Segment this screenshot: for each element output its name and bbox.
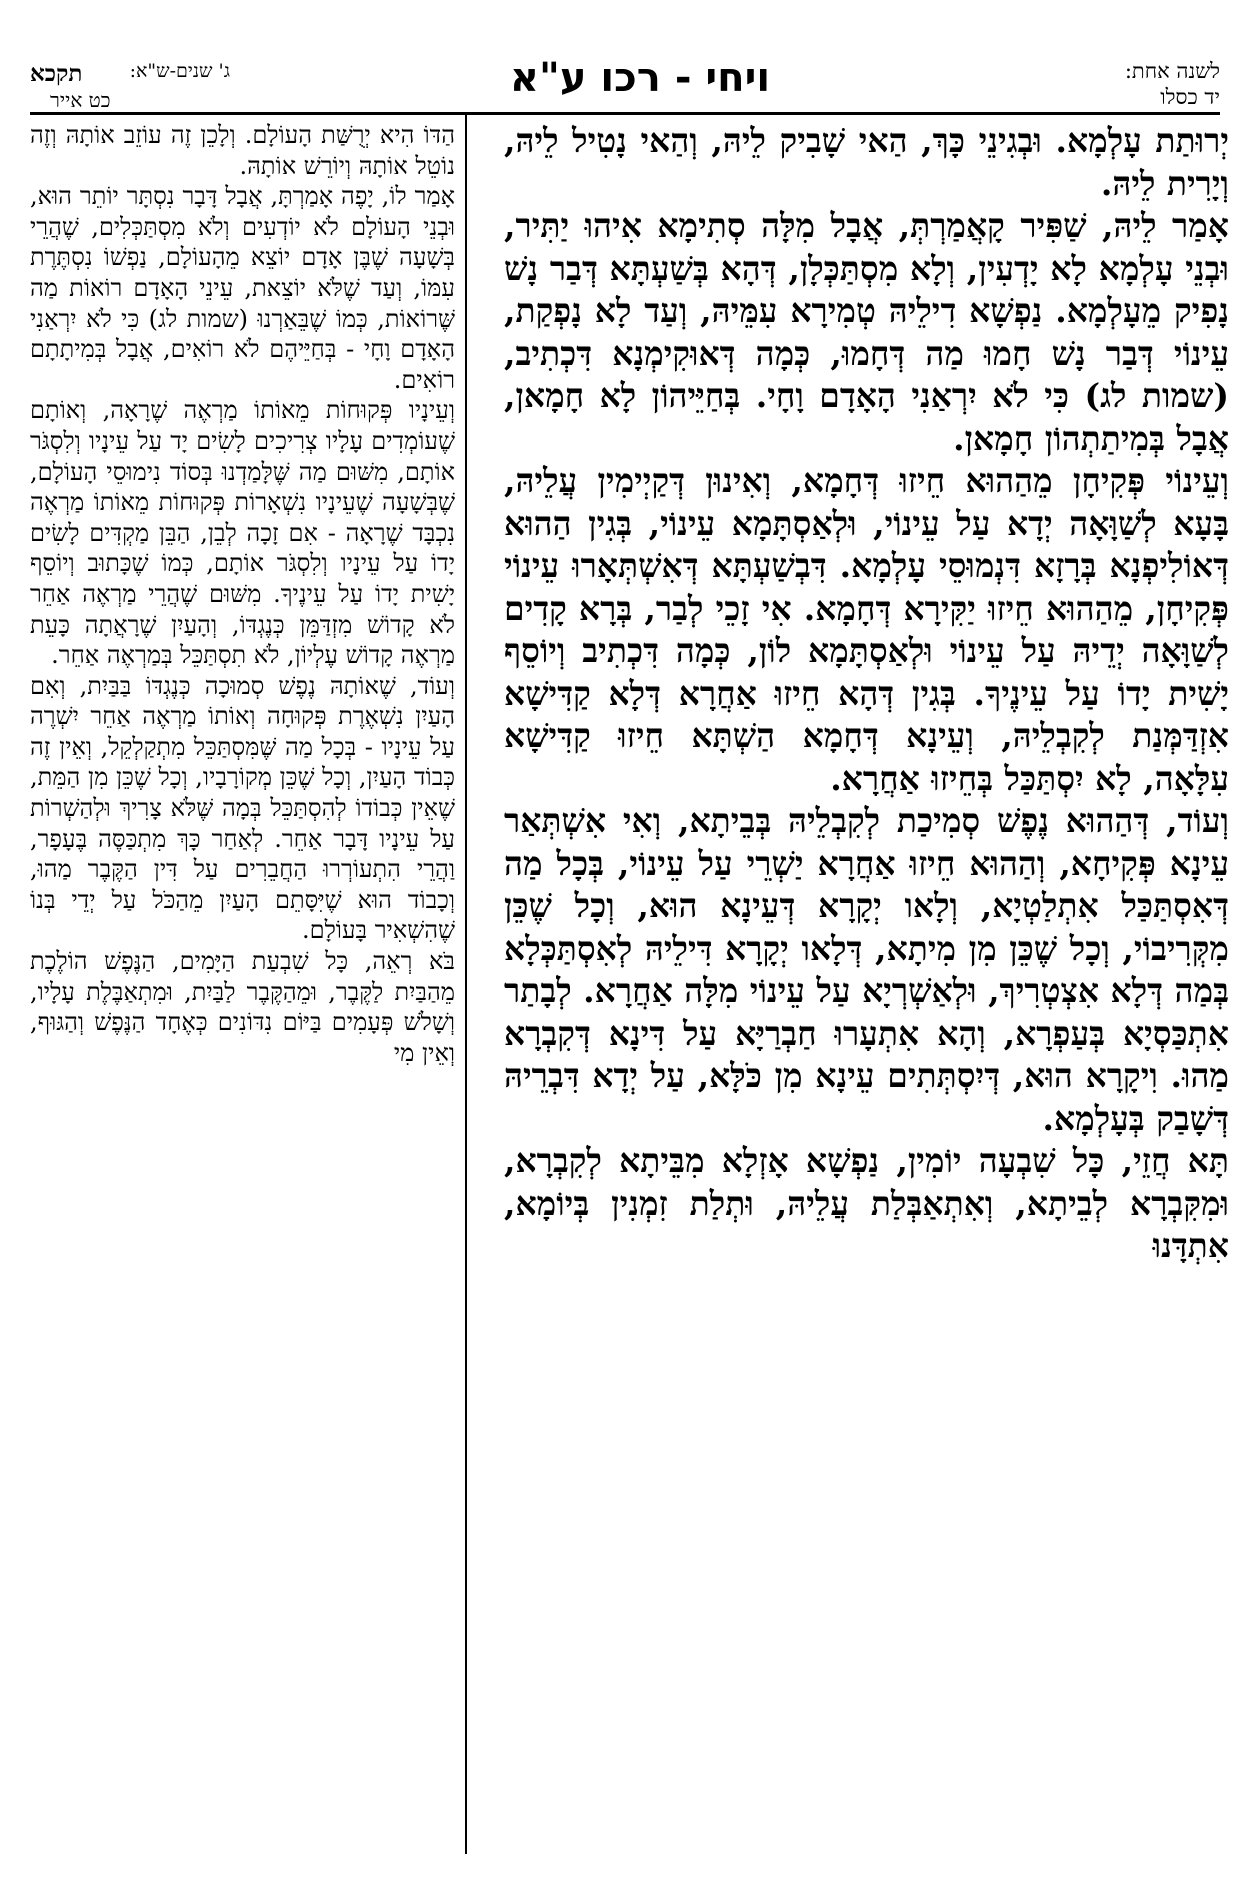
side-paragraph: בֹּא רְאֵה, כָּל שִׁבְעַת הַיָּמִים, הַנֶּפֶשׁ הוֹלֶכֶת מֵהַבַּיִת לַקֶּבֶר, וּמֵהַקֶּבֶר לַבַּיִת, וּמִתְאַבֶּלֶת עָלָיו, וְשָׁלֹשׁ פְּעָמִים בַּיּוֹם נִדּוֹנִים כְּאֶחָד הַנֶּפֶשׁ וְהַגּוּף, וְאֵין מִי [30,947,455,1067]
main-paragraph: יְרוּתַת עָלְמָא. וּבְגִינֵי כָּךְ, הַאי שָׁבִיק לֵיהּ, וְהַאי נָטִיל לֵיהּ, וְיָרִית לֵיהּ. [504,121,1229,203]
main-paragraph: וְעוֹד, דְּהַהוּא נֶפֶשׁ סְמִיכַת לְקִבְלֵיהּ בְּבֵיתָא, וְאִי אִשְׁתְּאַר עֵינָא פְּקִיחָא, וְהַהוּא חֵיזוּ אַחֲרָא יַשְׁרֵי עַל עֵינוֹי, בְּכָל מַה דְּאִסְתַּכַּל אִתְלַטְיָא, וְלָאו יְקָרָא דְּעֵינָא הוּא, וְכָל שֶׁכֵּן מִקְּרִיבוֹי, וְכָל שֶׁכֵּן מִן מִיתָא, דְּלָאו יְקָרָא דִּילֵיהּ לְאִסְתַּכְּלָא בְּמַה דְּלָא אִצְטְרִיךְ, וּלְאַשְׁרְיָא עַל עֵינוֹי מִלָּה אַחֲרָא. לְבָתַר אִתְכַּסְיָא בְּעַפְרָא, וְהָא אִתְעָרוּ חַבְרַיָּא עַל דִּינָא דְּקִבְרָא מַהוּ. וִיקָרָא הוּא, דְּיִסְתְּתִים עֵינָא מִן כֹּלָּא, עַל יְדָא דִּבְרֵיהּ דְּשָׁבַק בְּעָלְמָא. [504,801,1229,1138]
three-year-cycle-date: כט אייר [50,88,111,112]
side-paragraph: וְעוֹד, שֶׁאוֹתָהּ נֶפֶשׁ סְמוּכָה כְּנֶגְדּוֹ בַּבַּיִת, וְאִם הָעַיִן נִשְׁאֶרֶת פְּקוּחָה וְאוֹתוֹ מַרְאֶה אַחֵר יִשְׁרֶה עַל עֵינָיו - בְּכָל מַה שֶּׁמִּסְתַּכֵּל מִתְקַלְקֵל, וְאֵין זֶה כְּבוֹד הָעַיִן, וְכָל שֶׁכֵּן מְקוֹרָבָיו, וְכָל שֶׁכֵּן מִן הַמֵּת, שֶׁאֵין כְּבוֹדוֹ לְהִסְתַּכֵּל בְּמָה שֶּׁלֹּא צָרִיךְ וּלְהַשְׁרוֹת עַל עֵינָיו דָּבָר אַחֵר. לְאַחַר כָּךְ מִתְכַּסֶּה בֶּעָפָר, וַהֲרֵי הִתְעוֹרְרוּ הַחֲבֵרִים עַל דִּין הַקֶּבֶר מַהוּ, וְכָבוֹד הוּא שֶׁיִּסָּתֵם הָעַיִן מֵהַכֹּל עַל יְדֵי בְּנוֹ שֶׁהִשְׁאִיר בָּעוֹלָם. [30,671,455,945]
main-paragraph: תָּא חֲזֵי, כָּל שִׁבְעָה יוֹמִין, נַפְשָׁא אָזְלָא מִבֵּיתָא לְקִבְרָא, וּמִקִּבְרָא לְבֵיתָא, וְאִתְאַבְּלַת עֲלֵיהּ, וּתְלַת זִמְנִין בְּיוֹמָא, אִתְדָּנוּ [504,1141,1229,1265]
one-year-cycle-label: לשנה אחת: [1124,59,1220,83]
one-year-cycle [1020,58,1220,110]
page-counter: תקכא [30,60,83,87]
header-rule [30,112,1220,115]
three-year-cycle-label: ג' שנים-ש"א: [129,60,230,82]
side-paragraph: אָמַר לוֹ, יָפֶה אָמַרְתָּ, אֲבָל דָּבָר נִסְתָּר יוֹתֵר הוּא, וּבְנֵי הָעוֹלָם לֹא יוֹדְעִים וְלֹא מִסְתַּכְּלִים, שֶׁהֲרֵי בְּשָׁעָה שֶׁבֶּן אָדָם יוֹצֵא מֵהָעוֹלָם, נַפְשׁוֹ נִסְתֶּרֶת עִמּוֹ, וְעַד שֶׁלֹּא יוֹצֵאת, עֵינֵי הָאָדָם רוֹאוֹת מַה שֶּׁרוֹאוֹת, כְּמוֹ שֶׁבֵּאַרְנוּ (שמות לג) כִּי לֹא יִרְאַנִי הָאָדָם וָחָי - בְּחַיֵּיהֶם לֹא רוֹאִים, אֲבָל בְּמִיתָתָם רוֹאִים. [30,182,455,394]
hebrew-translation-column [30,120,455,1068]
main-paragraph: אָמַר לֵיהּ, שַׁפִּיר קָאֲמַרְתְּ, אֲבָל מִלָּה סְתִימָא אִיהוּ יַתִּיר, וּבְנֵי עָלְמָא לָא יָדְעִין, וְלָא מִסְתַּכְּלָן, דְּהָא בְּשַׁעְתָּא דְּבַר נָשׁ נָפִיק מֵעָלְמָא. נַפְשָׁא דִילֵיהּ טְמִירָא עִמֵּיהּ, וְעַד לָא נָפְקַת, עֵינוֹי דְּבַר נָשׁ חָמוּ מַה דְּחָמוּ, כְּמָה דְּאוּקִימְנָא דִּכְתִיב, (שמות לג) כִּי לֹא יִרְאַנִי הָאָדָם וָחָי. בְּחַיֵּיהוֹן לָא חָמָאן, אֲבָל בְּמִיתַתְהוֹן חָמָאן. [504,206,1229,458]
one-year-cycle-date: יד כסלו [1160,85,1220,109]
page-header [30,50,1220,112]
side-paragraph: וְעֵינָיו פְּקוּחוֹת מֵאוֹתוֹ מַרְאֶה שֶׁרָאָה, וְאוֹתָם שֶׁעוֹמְדִים עָלָיו צְרִיכִים לָשִׂים יָד עַל עֵינָיו וְלִסְגֹּר אוֹתָם, מִשּׁוּם מַה שֶּׁלָּמַדְנוּ בְּסוֹד נִימוּסֵי הָעוֹלָם, שֶׁבְּשָׁעָה שֶׁעֵינָיו נִשְׁאָרוֹת פְּקוּחוֹת מֵאוֹתוֹ מַרְאֶה נִכְבָּד שֶׁרָאָה - אִם זָכָה לְבֵן, הַבֵּן מַקְדִּים לָשִׂים יָדוֹ עַל עֵינָיו וְלִסְגֹּר אוֹתָם, כְּמוֹ שֶׁכָּתוּב וְיוֹסֵף יָשִׁית יָדוֹ עַל עֵינֶיךָ. מִשּׁוּם שֶׁהֲרֵי מַרְאֶה אַחֵר לֹא קָדוֹשׁ מִזְדַּמֵּן כְּנֶגְדּוֹ, וְהָעַיִן שֶׁרָאֲתָה כָּעֵת מַרְאֶה קָדוֹשׁ עֶלְיוֹן, לֹא תִסְתַּכֵּל בְּמַרְאֶה אַחֵר. [30,396,455,670]
aramaic-text-column [504,120,1229,1268]
main-paragraph: וְעֵינוֹי פְּקִיחָן מֵהַהוּא חֵיזוּ דְּחָמָא, וְאִינוּן דְּקַיְימִין עֲלֵיהּ, בָּעָא לְשַׁוָּאָה יְדָא עַל עֵינוֹי, וּלְאַסְתָּמָא עֵינוֹי, בְּגִין הַהוּא דְּאוֹלִיפְנָא בְּרָזָא דִּנְמוּסֵי עָלְמָא. דִּבְשַׁעְתָּא דְּאִשְׁתְּאָרוּ עֵינוֹי פְּקִיחָן, מֵהַהוּא חֵיזוּ יַקִּירָא דְּחָמָא. אִי זָכֵי לְבַר, בְּרָא קָדִים לְשַׁוָּאָה יְדֵיהּ עַל עֵינוֹי וּלְאַסְתָּמָא לוֹן, כְּמָה דִּכְתִיב וְיוֹסֵף יָשִׁית יָדוֹ עַל עֵינֶיךָ. בְּגִין דְּהָא חֵיזוּ אַחֲרָא דְּלָא קַדִּישָׁא אִזְדַּמְּנַת לְקִבְלֵיהּ, וְעֵינָא דְּחָמָא הַשְׁתָּא חֵיזוּ קַדִּישָׁא עִלָּאָה, לָא יִסְתַּכַּל בְּחֵיזוּ אַחֲרָא. [504,461,1229,798]
side-paragraph: הַדּוֹ הִיא יְרֻשַּׁת הָעוֹלָם. וְלָכֵן זֶה עוֹזֵב אוֹתָהּ וְזֶה נוֹטֵל אוֹתָהּ וְיוֹרֵשׁ אוֹתָהּ. [30,121,455,180]
three-year-cycle [30,58,230,114]
column-divider [465,114,467,1854]
page-title: ויחי - רכו ע"א [509,55,771,101]
